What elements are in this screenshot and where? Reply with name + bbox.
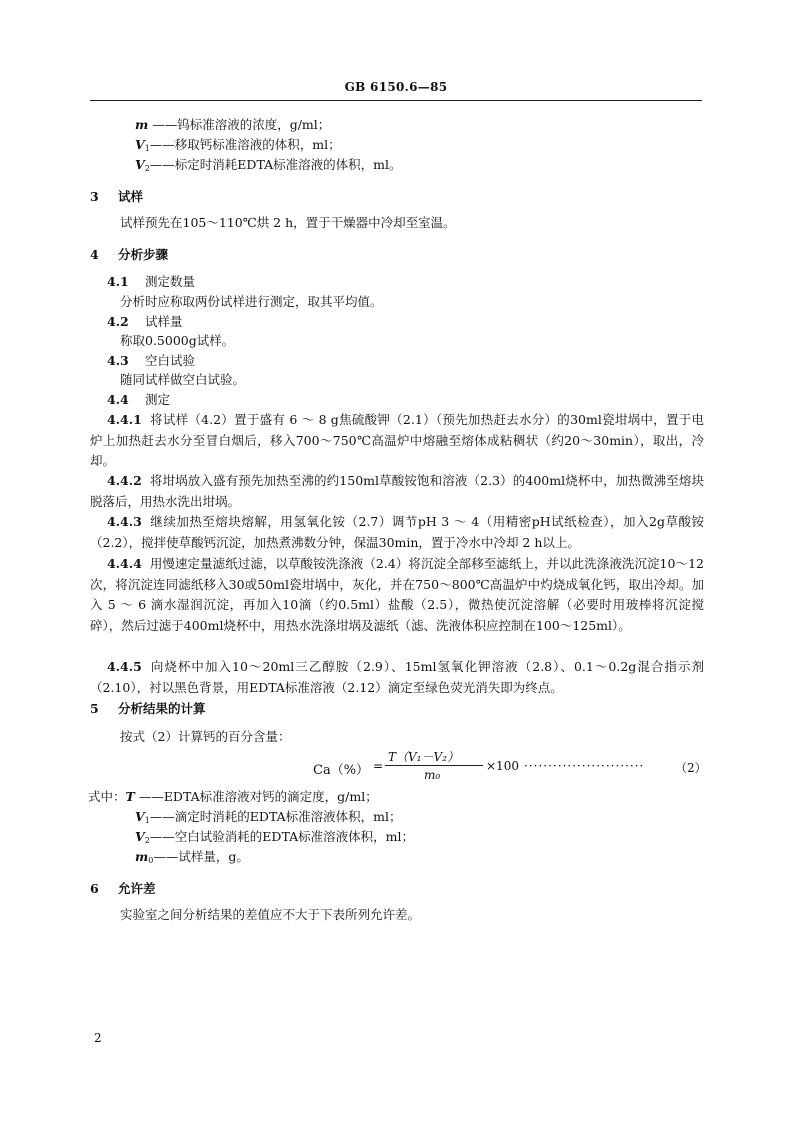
standard-code-header: GB 6150.6—85 [344, 80, 448, 94]
formula-number: （2） [675, 761, 707, 775]
formula-2 [0, 750, 794, 787]
paragraph-4-4-3: 4.4.3 继续加热至熔块熔解，用氢氧化铵（2.7）调节pH 3 ～ 4（用精密pH试纸检查），加入2g草酸铵（2.2），搅拌使草酸钙沉淀，加热煮沸数分钟，保温30min，置于冷水中冷却 2 h以上。 [90, 514, 704, 550]
legend-item-v1: $V_1——$移取钙标准溶液的体积，ml； [135, 137, 341, 153]
legend-item-m: m ——钨标准溶液的浓度，g/ml； [135, 117, 331, 132]
section-6-text: 实验室之间分析结果的差值应不大于下表所列允许差。 [120, 907, 421, 922]
formula-leader-dots: ························· [524, 759, 645, 773]
paragraph-4-4-4: 4.4.4 用慢速定量滤纸过滤，以草酸铵洗涤液（2.4）将沉淀全部移至滤纸上，并以此洗涤液洗沉淀10～12次，将沉淀连同滤纸移入30或50ml瓷坩埚中，灰化，并在750～800℃高温炉中灼烧成氧化钙，取出冷却。加入 5 ～ 6 滴水湿润沉淀，再加入10滴（约0.5ml）盐酸（2.5），微热使沉淀溶解（必要时用玻棒将沉淀搅碎），然后过滤于400ml烧杯中，用热水洗涤坩埚及滤纸（滤、洗液体积应控制在100～125ml）。 [90, 556, 704, 633]
paragraph-4-4-2: 4.4.2 将坩埚放入盛有预先加热至沸的约150ml草酸铵饱和溶液（2.3）的400ml烧杯中，加热微沸至熔块脱落后，用热水洗出坩埚。 [90, 473, 704, 509]
paragraph-4-4-5: 4.4.5 向烧杯中加入10～20ml三乙醇胺（2.9）、15ml氢氧化钾溶液（2.8）、0.1～0.2g混合指示剂（2.10），衬以黑色背景，用EDTA标准溶液（2.12）滴定至绿色荧光消失即为终点。 [90, 659, 704, 695]
legend-item-t: 式中：T ——EDTA标准溶液对钙的滴定度，g/ml； [88, 789, 378, 804]
paragraph-4-4-1: 4.4.1 将试样（4.2）置于盛有 6 ～ 8 g焦硫酸钾（2.1）（预先加热赶去水分）的30ml瓷坩埚中，置于电炉上加热赶去水分至冒白烟后，移入700～750℃高温炉中熔融至熔体成粘稠状（约20～30min），取出，冷却。 [90, 412, 704, 468]
formula-denominator: m₀ [424, 768, 441, 782]
section-5-intro: 按式（2）计算钙的百分含量： [120, 729, 291, 744]
header-divider [90, 100, 702, 101]
section-4-heading: 4 分析步骤 [90, 247, 169, 262]
section-4-1-heading: 4.1 测定数量 [107, 274, 196, 289]
section-6-heading: 6 允许差 [90, 881, 156, 896]
formula-numerator: T（V₁－V₂） [388, 750, 459, 764]
section-3-heading: 3 试样 [90, 189, 144, 204]
formula-equals: = [373, 759, 384, 773]
legend-item-v1-bottom: $V_1——$滴定时消耗的EDTA标准溶液体积，ml； [135, 809, 402, 825]
section-4-4-heading: 4.4 测定 [107, 392, 171, 407]
section-4-3-text: 随同试样做空白试验。 [120, 372, 246, 387]
section-4-2-heading: 4.2 试样量 [107, 314, 183, 329]
section-3-text: 试样预先在105～110℃烘 2 h，置于干燥器中冷却至室温。 [120, 215, 456, 230]
legend-item-v2-bottom: $V_2——$空白试验消耗的EDTA标准溶液体积，ml； [135, 829, 414, 845]
legend-item-v2: $V_2——$标定时消耗EDTA标准溶液的体积，ml。 [135, 157, 402, 173]
formula-fraction-bar [385, 765, 483, 766]
section-4-1-text: 分析时应称取两份试样进行测定，取其平均值。 [120, 294, 383, 309]
section-4-2-text: 称取0.5000g试样。 [120, 333, 235, 348]
formula-lhs: Ca（%） [313, 763, 370, 778]
legend-item-m0: $m_0——$试样量，g。 [135, 849, 249, 865]
section-5-heading: 5 分析结果的计算 [90, 701, 206, 716]
page-number: 2 [94, 1031, 102, 1045]
formula-multiplier: ×100 [486, 759, 519, 773]
section-4-3-heading: 4.3 空白试验 [107, 353, 196, 368]
